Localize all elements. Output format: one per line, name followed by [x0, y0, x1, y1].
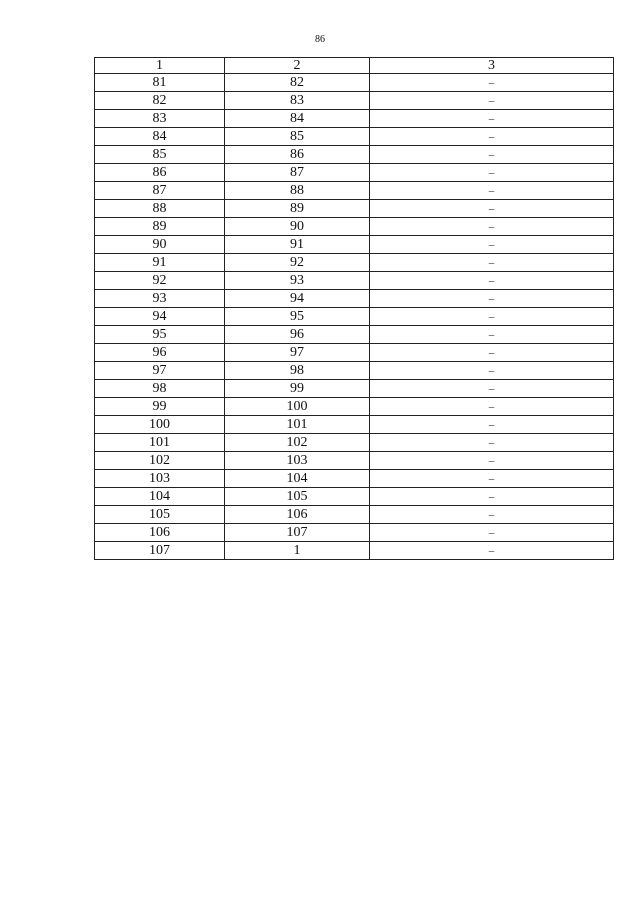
- table-cell-col-1: 83: [95, 110, 225, 128]
- table-cell-col-3: –: [370, 164, 614, 182]
- table-cell-col-3: –: [370, 236, 614, 254]
- table-cell-col-1: 97: [95, 362, 225, 380]
- column-header-1: 1: [95, 58, 225, 74]
- table-cell-col-3: –: [370, 290, 614, 308]
- table-cell-col-1: 107: [95, 542, 225, 560]
- table-cell-col-3: –: [370, 128, 614, 146]
- table-row: [95, 416, 614, 434]
- table-cell-col-3: –: [370, 542, 614, 560]
- table-cell-col-2: 96: [225, 326, 370, 344]
- table-cell-col-1: 85: [95, 146, 225, 164]
- table-cell-col-2: 87: [225, 164, 370, 182]
- table-cell-col-3: –: [370, 92, 614, 110]
- table-cell-col-3: –: [370, 272, 614, 290]
- table-row: [95, 164, 614, 182]
- table-cell-col-2: 86: [225, 146, 370, 164]
- table-cell-col-2: 103: [225, 452, 370, 470]
- table-row: [95, 506, 614, 524]
- table-cell-col-3: –: [370, 362, 614, 380]
- table-cell-col-1: 86: [95, 164, 225, 182]
- table-row: [95, 128, 614, 146]
- table-row: [95, 290, 614, 308]
- table-cell-col-1: 92: [95, 272, 225, 290]
- table-cell-col-1: 102: [95, 452, 225, 470]
- table-row: [95, 146, 614, 164]
- table-cell-col-1: 89: [95, 218, 225, 236]
- table-row: [95, 398, 614, 416]
- table-cell-col-3: –: [370, 218, 614, 236]
- table-cell-col-2: 100: [225, 398, 370, 416]
- column-header-2: 2: [225, 58, 370, 74]
- table-cell-col-1: 87: [95, 182, 225, 200]
- table-cell-col-1: 84: [95, 128, 225, 146]
- table-cell-col-1: 106: [95, 524, 225, 542]
- table-cell-col-3: –: [370, 398, 614, 416]
- table-cell-col-1: 91: [95, 254, 225, 272]
- table-row: [95, 218, 614, 236]
- table-row: [95, 488, 614, 506]
- table-row: [95, 74, 614, 92]
- table-row: [95, 326, 614, 344]
- table-cell-col-1: 103: [95, 470, 225, 488]
- table-row: [95, 272, 614, 290]
- header-row: [95, 58, 614, 74]
- table-row: [95, 254, 614, 272]
- table-row: [95, 362, 614, 380]
- column-header-3: 3: [370, 58, 614, 74]
- table-cell-col-3: –: [370, 434, 614, 452]
- table-cell-col-1: 94: [95, 308, 225, 326]
- table-row: [95, 236, 614, 254]
- table-cell-col-2: 94: [225, 290, 370, 308]
- table-cell-col-2: 1: [225, 542, 370, 560]
- table-row: [95, 200, 614, 218]
- table-cell-col-1: 93: [95, 290, 225, 308]
- table-cell-col-1: 98: [95, 380, 225, 398]
- table-row: [95, 434, 614, 452]
- table-cell-col-2: 98: [225, 362, 370, 380]
- table-cell-col-2: 83: [225, 92, 370, 110]
- table-cell-col-2: 91: [225, 236, 370, 254]
- table-row: [95, 182, 614, 200]
- table-cell-col-3: –: [370, 416, 614, 434]
- table-cell-col-3: –: [370, 344, 614, 362]
- table-cell-col-2: 82: [225, 74, 370, 92]
- table-cell-col-2: 88: [225, 182, 370, 200]
- table-cell-col-1: 99: [95, 398, 225, 416]
- table-cell-col-2: 84: [225, 110, 370, 128]
- table-cell-col-2: 99: [225, 380, 370, 398]
- table-cell-col-3: –: [370, 110, 614, 128]
- table-cell-col-3: –: [370, 488, 614, 506]
- table-row: [95, 452, 614, 470]
- table-row: [95, 344, 614, 362]
- table-header: [95, 58, 614, 74]
- table-cell-col-2: 105: [225, 488, 370, 506]
- table-cell-col-2: 93: [225, 272, 370, 290]
- table-cell-col-1: 105: [95, 506, 225, 524]
- table-cell-col-1: 88: [95, 200, 225, 218]
- table-cell-col-3: –: [370, 146, 614, 164]
- table-cell-col-1: 82: [95, 92, 225, 110]
- table-cell-col-3: –: [370, 452, 614, 470]
- table-cell-col-2: 104: [225, 470, 370, 488]
- table-body: [95, 74, 614, 560]
- table-cell-col-3: –: [370, 254, 614, 272]
- table-cell-col-2: 97: [225, 344, 370, 362]
- table-cell-col-3: –: [370, 380, 614, 398]
- table-row: [95, 110, 614, 128]
- table-cell-col-1: 90: [95, 236, 225, 254]
- table-cell-col-2: 101: [225, 416, 370, 434]
- table-row: [95, 92, 614, 110]
- table-cell-col-3: –: [370, 182, 614, 200]
- table-cell-col-2: 95: [225, 308, 370, 326]
- table-cell-col-3: –: [370, 524, 614, 542]
- table-cell-col-2: 107: [225, 524, 370, 542]
- table-cell-col-3: –: [370, 326, 614, 344]
- table-cell-col-2: 92: [225, 254, 370, 272]
- table-row: [95, 380, 614, 398]
- table-cell-col-3: –: [370, 506, 614, 524]
- table-cell-col-2: 85: [225, 128, 370, 146]
- table-cell-col-2: 89: [225, 200, 370, 218]
- table-cell-col-1: 96: [95, 344, 225, 362]
- table-row: [95, 470, 614, 488]
- table-cell-col-1: 101: [95, 434, 225, 452]
- table-cell-col-2: 106: [225, 506, 370, 524]
- table-row: [95, 524, 614, 542]
- page-number: 86: [315, 34, 325, 45]
- table-cell-col-1: 100: [95, 416, 225, 434]
- table-cell-col-2: 102: [225, 434, 370, 452]
- data-table: [94, 57, 614, 560]
- table-cell-col-3: –: [370, 200, 614, 218]
- table-row: [95, 308, 614, 326]
- table-cell-col-3: –: [370, 470, 614, 488]
- table-cell-col-1: 95: [95, 326, 225, 344]
- table-cell-col-1: 81: [95, 74, 225, 92]
- table-cell-col-3: –: [370, 308, 614, 326]
- table-cell-col-2: 90: [225, 218, 370, 236]
- table-cell-col-3: –: [370, 74, 614, 92]
- table-cell-col-1: 104: [95, 488, 225, 506]
- table-row: [95, 542, 614, 560]
